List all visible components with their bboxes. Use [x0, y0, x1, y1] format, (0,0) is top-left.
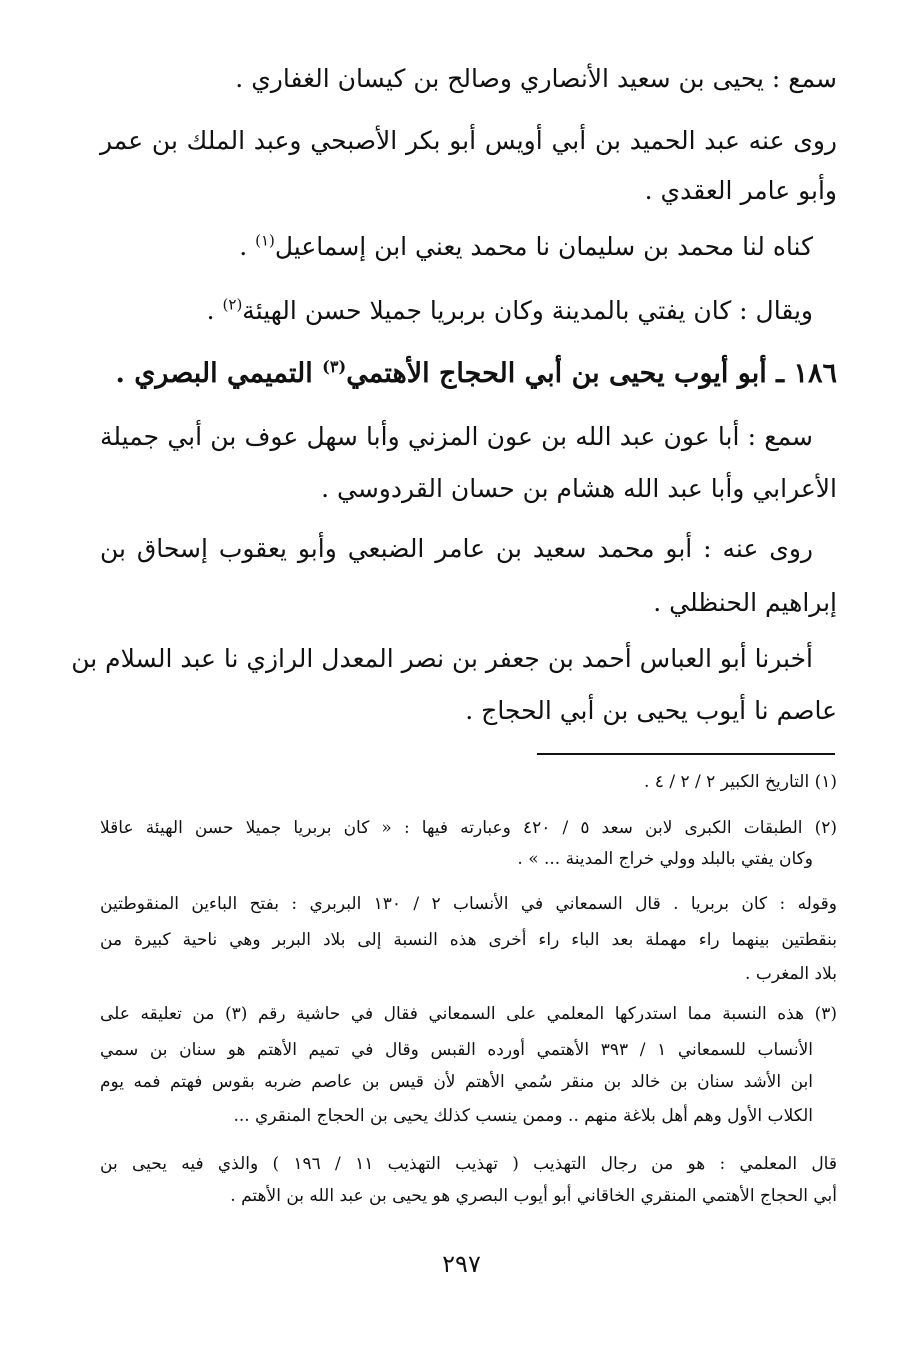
text-line-5 — [100, 292, 837, 330]
footnote-separator — [537, 753, 835, 755]
footnote-3-line-1: (٣) هذه النسبة مما استدركها المعلمي على السمعاني فقال في حاشية رقم (٣) من تعليقه على — [100, 1004, 837, 1024]
footnote-3-line-2: الأنساب للسمعاني ١ / ٣٩٣ الأهتمي أورده القبس وقال في تميم الأهتم هو سنان بن سمي — [100, 1040, 814, 1060]
footnote-ref-1: (١) — [255, 231, 275, 250]
footnote-2-line-4: بنقطتين بينهما راء مهملة بعد الباء راء أخرى هذه النسبة إلى بلاد البربر وهي ناحية كبيرة من — [100, 930, 837, 950]
text-line-7: سمع : أبا عون عبد الله بن عون المزني وأبا سهل عوف بن أبي جميلة — [100, 422, 813, 451]
text-line-1: سمع : يحيى بن سعيد الأنصاري وصالح بن كيسان الغفاري . — [235, 64, 837, 93]
text-line-10: إبراهيم الحنظلي . — [653, 588, 837, 617]
text-line-12: عاصم نا أيوب يحيى بن أبي الحجاج . — [465, 696, 837, 725]
text-line-3: وأبو عامر العقدي . — [644, 176, 837, 205]
entry-heading-end: التميمي البصري . — [115, 358, 323, 389]
footnote-ref-3: (٣) — [322, 357, 347, 376]
text-line-5-body: ويقال : كان يفتي بالمدينة وكان بربريا جميلا حسن الهيئة — [242, 296, 813, 325]
entry-heading-body: ١٨٦ ـ أبو أيوب يحيى بن أبي الحجاج الأهتمي — [346, 358, 837, 389]
text-line-9: روى عنه : أبو محمد سعيد بن عامر الضبعي وأبو يعقوب إسحاق بن — [100, 534, 813, 563]
text-line-4-body: كناه لنا محمد بن سليمان نا محمد يعني ابن إسماعيل — [274, 232, 813, 261]
text-line-4-end: . — [239, 232, 256, 261]
footnote-2-line-1: (٢) الطبقات الكبرى لابن سعد ٥ / ٤٢٠ وعبارته فيها : « كان بربريا جميلا حسن الهيئة عاقلا — [100, 818, 837, 838]
footnote-1: (١) التاريخ الكبير ٢ / ٢ / ٤ . — [643, 772, 837, 792]
text-line-5-end: . — [206, 296, 223, 325]
footnote-3-line-5: قال المعلمي : هو من رجال التهذيب ( تهذيب التهذيب ١١ / ١٩٦ ) والذي فيه يحيى بن — [100, 1154, 837, 1174]
page-number: ٢٩٧ — [442, 1250, 481, 1278]
text-line-4 — [100, 228, 837, 266]
text-line-11: أخبرنا أبو العباس أحمد بن جعفر بن نصر المعدل الرازي نا عبد السلام بن — [71, 644, 813, 673]
footnote-3-line-3: ابن الأشد سنان بن خالد بن منقر سُمي الأهتم لأن قيس بن عاصم ضربه بقوس فهتم فمه يوم — [100, 1072, 813, 1092]
footnote-2-line-5: بلاد المغرب . — [745, 964, 837, 984]
footnote-3-line-4: الكلاب الأول وهم أهل بلاغة منهم .. وممن ينسب كذلك يحيى بن الحجاج المنقري ... — [233, 1106, 813, 1126]
text-line-8: الأعرابي وأبا عبد الله هشام بن حسان القردوسي . — [321, 474, 837, 503]
entry-heading — [100, 354, 837, 394]
text-line-2: روى عنه عبد الحميد بن أبي أويس أبو بكر الأصبحي وعبد الملك بن عمر — [100, 126, 837, 155]
footnote-2-line-3: وقوله : كان بربريا . قال السمعاني في الأنساب ٢ / ١٣٠ البربري : بفتح الباءين المنقوطتين — [100, 894, 837, 914]
footnote-2-line-2: وكان يفتي بالبلد وولي خراج المدينة ... » . — [517, 849, 813, 869]
footnote-ref-2: (٢) — [222, 295, 243, 314]
footnote-3-line-6: أبي الحجاج الأهتمي المنقري الخاقاني أبو أيوب البصري هو يحيى بن عبد الله بن الأهتم . — [230, 1186, 837, 1206]
